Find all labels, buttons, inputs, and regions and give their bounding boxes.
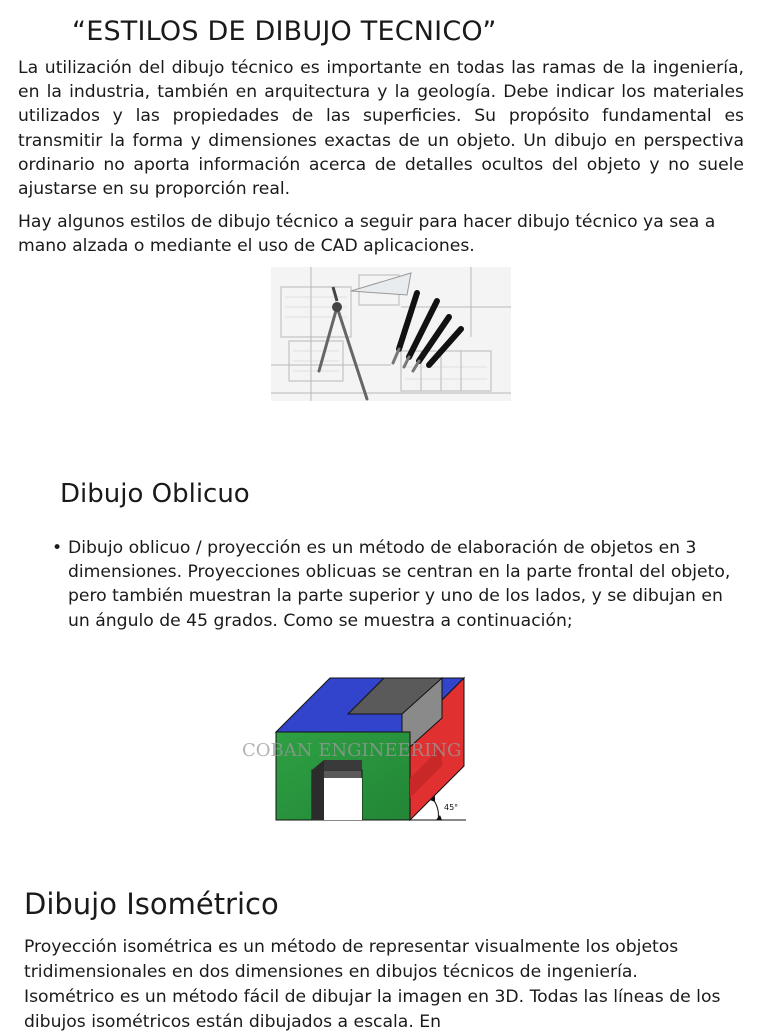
isometric-paragraph: Proyección isométrica es un método de representar visualmente los objetos tridimensionales en dos dimensiones en dibujos técnicos de ingeniería. Isométrico es un método fácil de dibujar la imagen en 3D. Todas las líneas de los dibujos isométricos están dibujados a escala. En <box>24 937 721 1032</box>
intro-paragraph-1: La utilización del dibujo técnico es importante en todas las ramas de la ingeniería, en la industria, también en arquitectura y la geología. Debe indicar los materiales utilizados y las propiedades de las superficies. Su propósito fundamental es transmitir la forma y dimensiones exactas de un objeto. Un dibujo en perspectiva ordinario no aporta información acerca de detalles ocultos del objeto y no suele ajustarse en su proporción real. <box>18 58 744 200</box>
oblique-heading: Dibujo Oblicuo <box>60 479 250 509</box>
oblique-text: Dibujo oblicuo / proyección es un método de elaboración de objetos en 3 dimensiones. Proyecciones oblicuas se centran en la parte frontal del objeto, pero también muestran la parte superior y uno de los lados, y se dibujan en un ángulo de 45 grados. Como se muestra a continuación; <box>68 538 731 631</box>
bullet-dot-icon: • <box>52 538 63 558</box>
oblique-projection-figure <box>242 678 502 826</box>
oblique-bullet-item <box>52 536 748 633</box>
angle-label: 45° <box>444 803 459 812</box>
page-title: “ESTILOS DE DIBUJO TECNICO” <box>72 16 497 47</box>
intro-paragraph-2: Hay algunos estilos de dibujo técnico a seguir para hacer dibujo técnico ya sea a mano alzada o mediante el uso de CAD aplicaciones. <box>18 212 716 257</box>
isometric-heading: Dibujo Isométrico <box>24 887 279 921</box>
watermark-label: COBAN ENGINEERING <box>242 740 462 761</box>
technical-drawing-photo <box>271 267 511 401</box>
